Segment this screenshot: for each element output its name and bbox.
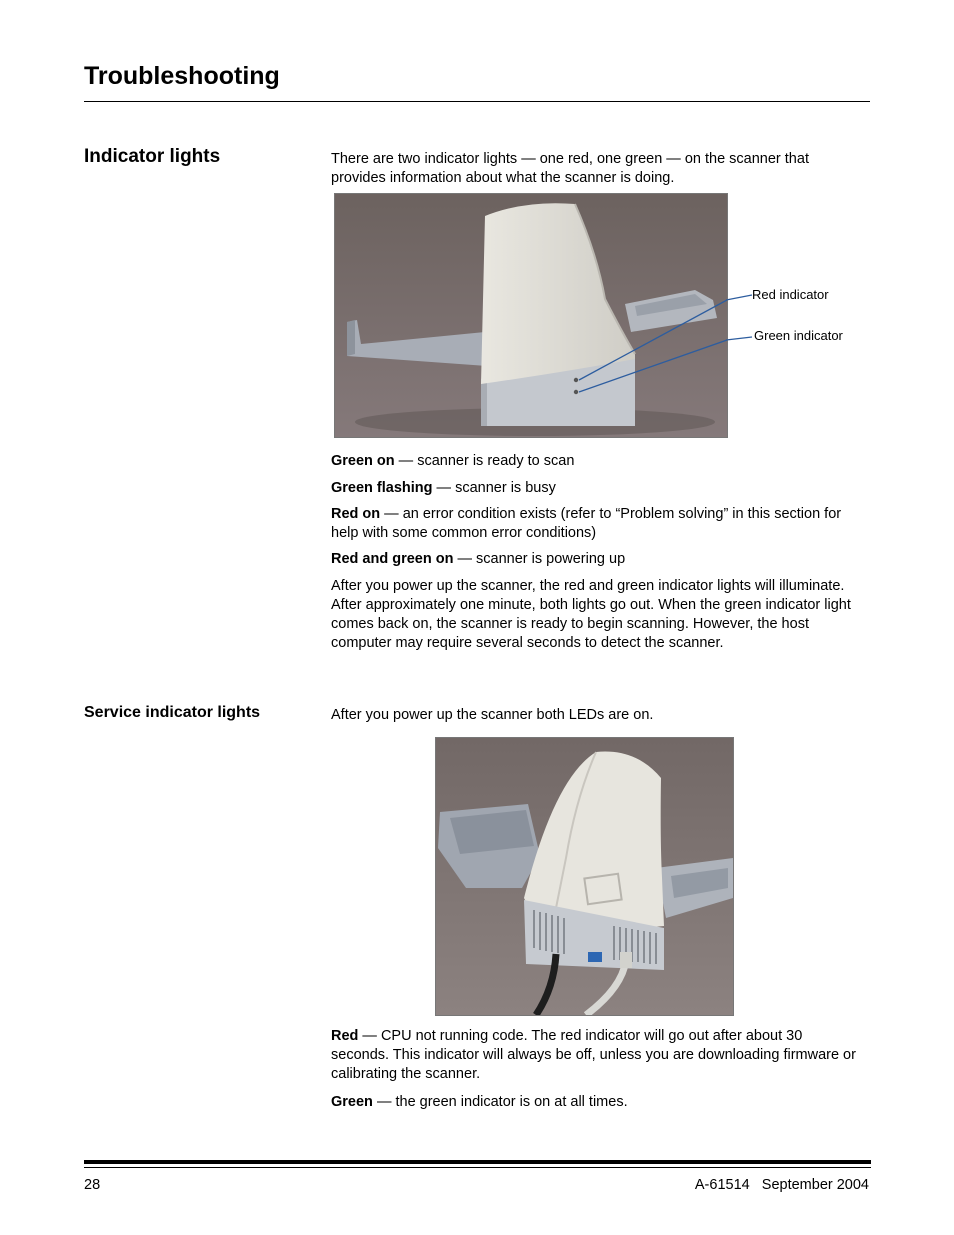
section-heading-indicator-lights: Indicator lights xyxy=(84,146,221,167)
state-red-and-green-on: Red and green on — scanner is powering up xyxy=(331,551,626,567)
red-indicator-callout: Red indicator xyxy=(752,287,829,302)
page-title: Troubleshooting xyxy=(84,62,280,90)
section-heading-service-indicator-lights: Service indicator lights xyxy=(84,704,261,721)
footer-doc-info: A-61514 September 2004 xyxy=(694,1177,869,1193)
service-state-red: Red — CPU not running code. The red indicator will go out after about 30 seconds. This indicator will always be off, unless you are downloading firmware or calibrating the scanner. xyxy=(331,1028,856,1082)
footer-rule-thin xyxy=(84,1167,871,1168)
state-green-on: Green on — scanner is ready to scan xyxy=(331,453,575,469)
state-red-on: Red on — an error condition exists (refer to “Problem solving” in this section for help with some common error conditions) xyxy=(331,506,842,541)
indicator-intro-paragraph: There are two indicator lights — one red, one green — on the scanner that provides information about what the scanner is doing. xyxy=(331,151,809,186)
footer-rule-thick xyxy=(84,1160,871,1164)
scanner-rear-photo xyxy=(435,737,734,1016)
green-indicator-callout: Green indicator xyxy=(754,328,843,343)
page-number: 28 xyxy=(84,1177,101,1193)
scanner-side-photo xyxy=(334,193,728,438)
service-intro-paragraph: After you power up the scanner both LEDs are on. xyxy=(331,707,654,723)
state-green-flashing: Green flashing — scanner is busy xyxy=(331,480,556,496)
power-up-paragraph: After you power up the scanner, the red and green indicator lights will illuminate. After approximately one minute, both lights go out. When the green indicator light comes back on, the scanner is ready to begin scanning. However, the host computer may require several seconds to detect the scanner. xyxy=(331,578,851,651)
service-state-green: Green — the green indicator is on at all times. xyxy=(331,1094,628,1110)
title-divider xyxy=(84,101,870,102)
